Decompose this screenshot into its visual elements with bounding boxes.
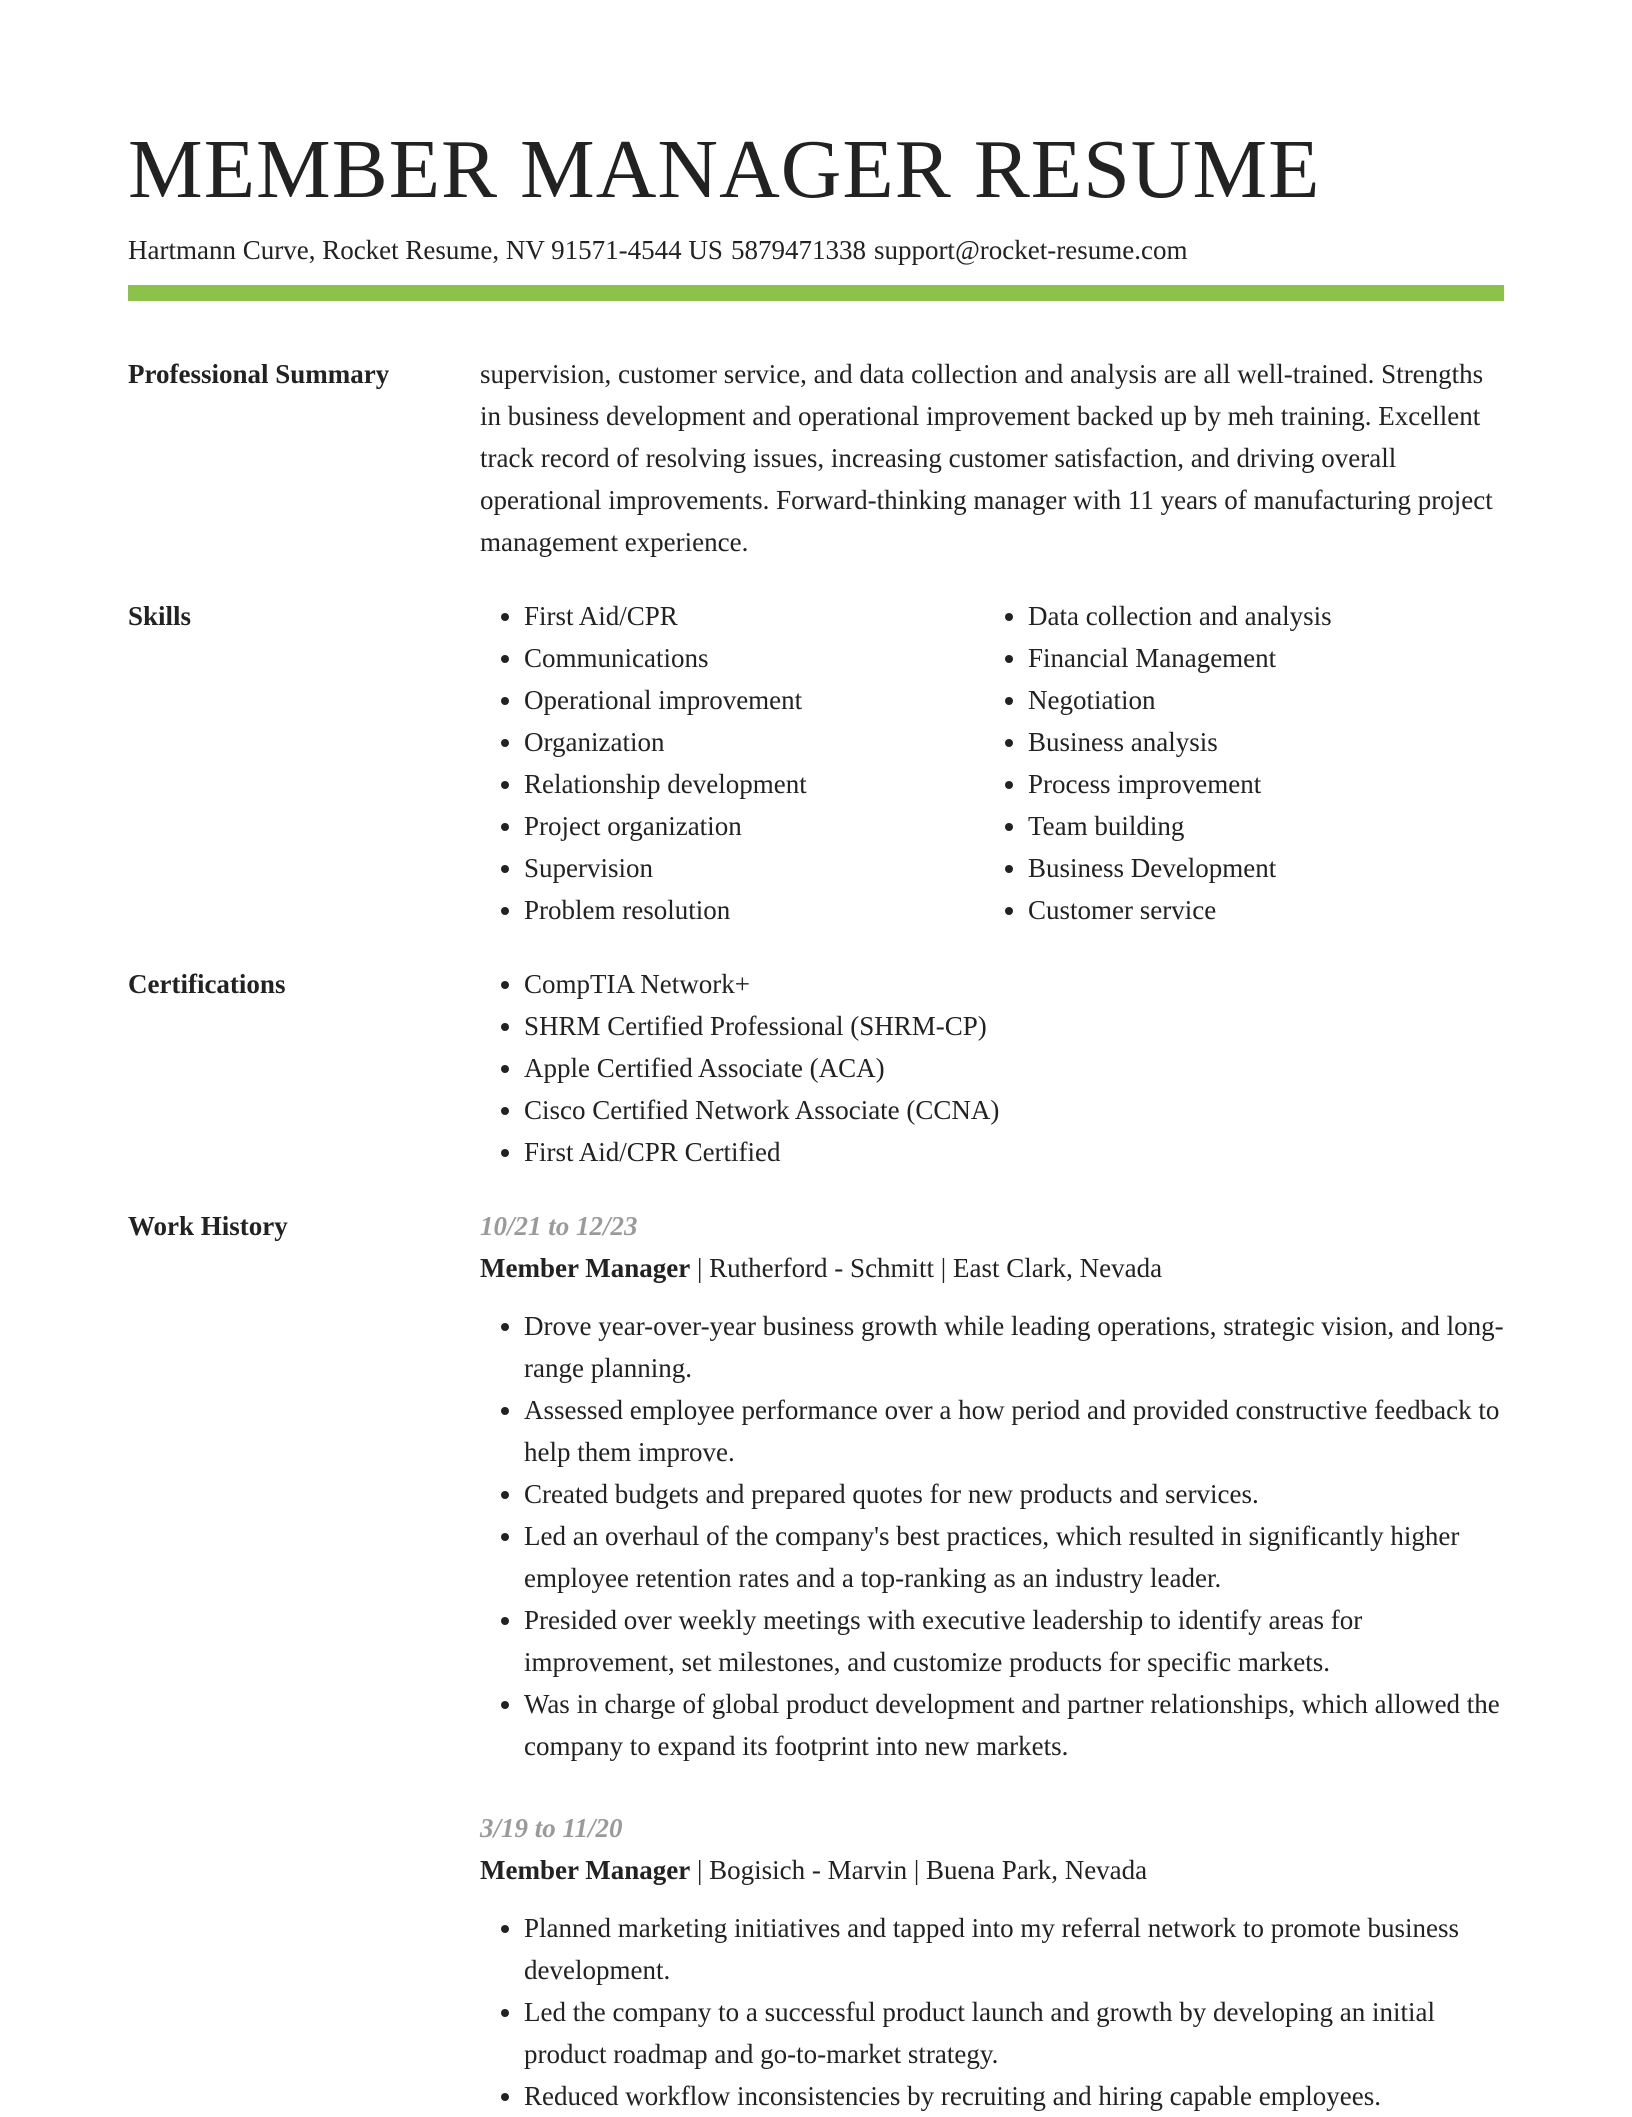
list-item: • Assessed employee performance over a how period and provided constructive feedback to help them improve. [524,1389,1504,1473]
list-item: • Negotiation [1028,679,1504,721]
summary-text: supervision, customer service, and data collection and analysis are all well-trained. Strengths in business development and operational improvement backed up by meh training. Excellent track record of resolving issues, increasing customer satisfaction, and driving overall operational improvements. Forward-thinking manager with 11 years of manufacturing project management experience. [480,359,1493,557]
list-item: • Planned marketing initiatives and tapped into my referral network to promote business development. [524,1907,1504,1991]
list-item: • First Aid/CPR Certified [524,1131,1504,1173]
job-heading [480,1849,1504,1891]
list-item: • Presided over weekly meetings with executive leadership to identify areas for improvement, set milestones, and customize products for specific markets. [524,1599,1504,1683]
list-item: • Cisco Certified Network Associate (CCNA) [524,1089,1504,1131]
list-item: • Process improvement [1028,763,1504,805]
list-item: • Financial Management [1028,637,1504,679]
certifications-label: Certifications [128,969,286,999]
list-item: • Business analysis [1028,721,1504,763]
certifications-section [128,963,1504,1173]
list-item: • Business Development [1028,847,1504,889]
job-dates: 3/19 to 11/20 [480,1813,623,1843]
list-item: • Apple Certified Associate (ACA) [524,1047,1504,1089]
certifications-list [480,963,1504,1173]
list-item: • Was in charge of global product development and partner relationships, which allowed the company to expand its footprint into new markets. [524,1683,1504,1767]
contact-line [128,232,1504,268]
work-history-label: Work History [128,1211,288,1241]
list-item: • Reduced workflow inconsistencies by recruiting and hiring capable employees. [524,2075,1504,2117]
list-item: • Drove year-over-year business growth while leading operations, strategic vision, and long-range planning. [524,1305,1504,1389]
list-item: • Operational improvement [524,679,984,721]
job-bullets [480,1907,1504,2117]
job-title: Member Manager [480,1253,691,1283]
list-item: • First Aid/CPR [524,595,984,637]
summary-section [128,353,1504,563]
list-item: • Led the company to a successful product launch and growth by developing an initial product roadmap and go-to-market strategy. [524,1991,1504,2075]
list-item: • Supervision [524,847,984,889]
job-entry [480,1807,1504,2117]
job-bullets [480,1305,1504,1767]
list-item: • Team building [1028,805,1504,847]
job-entry [480,1205,1504,1767]
job-title: Member Manager [480,1855,691,1885]
contact-email: support@rocket-resume.com [873,235,1188,265]
resume-title: MEMBER MANAGER RESUME [128,123,1321,216]
list-item: • Relationship development [524,763,984,805]
summary-label: Professional Summary [128,359,390,389]
job-details: | Bogisich - Marvin | Buena Park, Nevada [690,1855,1148,1885]
list-item: • Project organization [524,805,984,847]
work-history-section [128,1205,1504,2117]
skills-list-right [984,595,1504,931]
skills-section [128,595,1504,931]
job-heading [480,1247,1504,1289]
list-item: • CompTIA Network+ [524,963,1504,1005]
header-divider [128,285,1504,301]
list-item: • SHRM Certified Professional (SHRM-CP) [524,1005,1504,1047]
list-item: • Problem resolution [524,889,984,931]
list-item: • Created budgets and prepared quotes for new products and services. [524,1473,1504,1515]
skills-label: Skills [128,601,192,631]
list-item: • Communications [524,637,984,679]
contact-address: Hartmann Curve, Rocket Resume, NV 91571-4544 US [128,235,723,265]
list-item: • Led an overhaul of the company's best practices, which resulted in significantly higher employee retention rates and a top-ranking as an industry leader. [524,1515,1504,1599]
skills-list-left [480,595,984,931]
list-item: • Data collection and analysis [1028,595,1504,637]
resume-page [128,0,1504,2117]
contact-phone: 5879471338 [730,235,866,265]
list-item: • Customer service [1028,889,1504,931]
job-dates: 10/21 to 12/23 [480,1211,638,1241]
list-item: • Organization [524,721,984,763]
job-details: | Rutherford - Schmitt | East Clark, Nevada [690,1253,1163,1283]
